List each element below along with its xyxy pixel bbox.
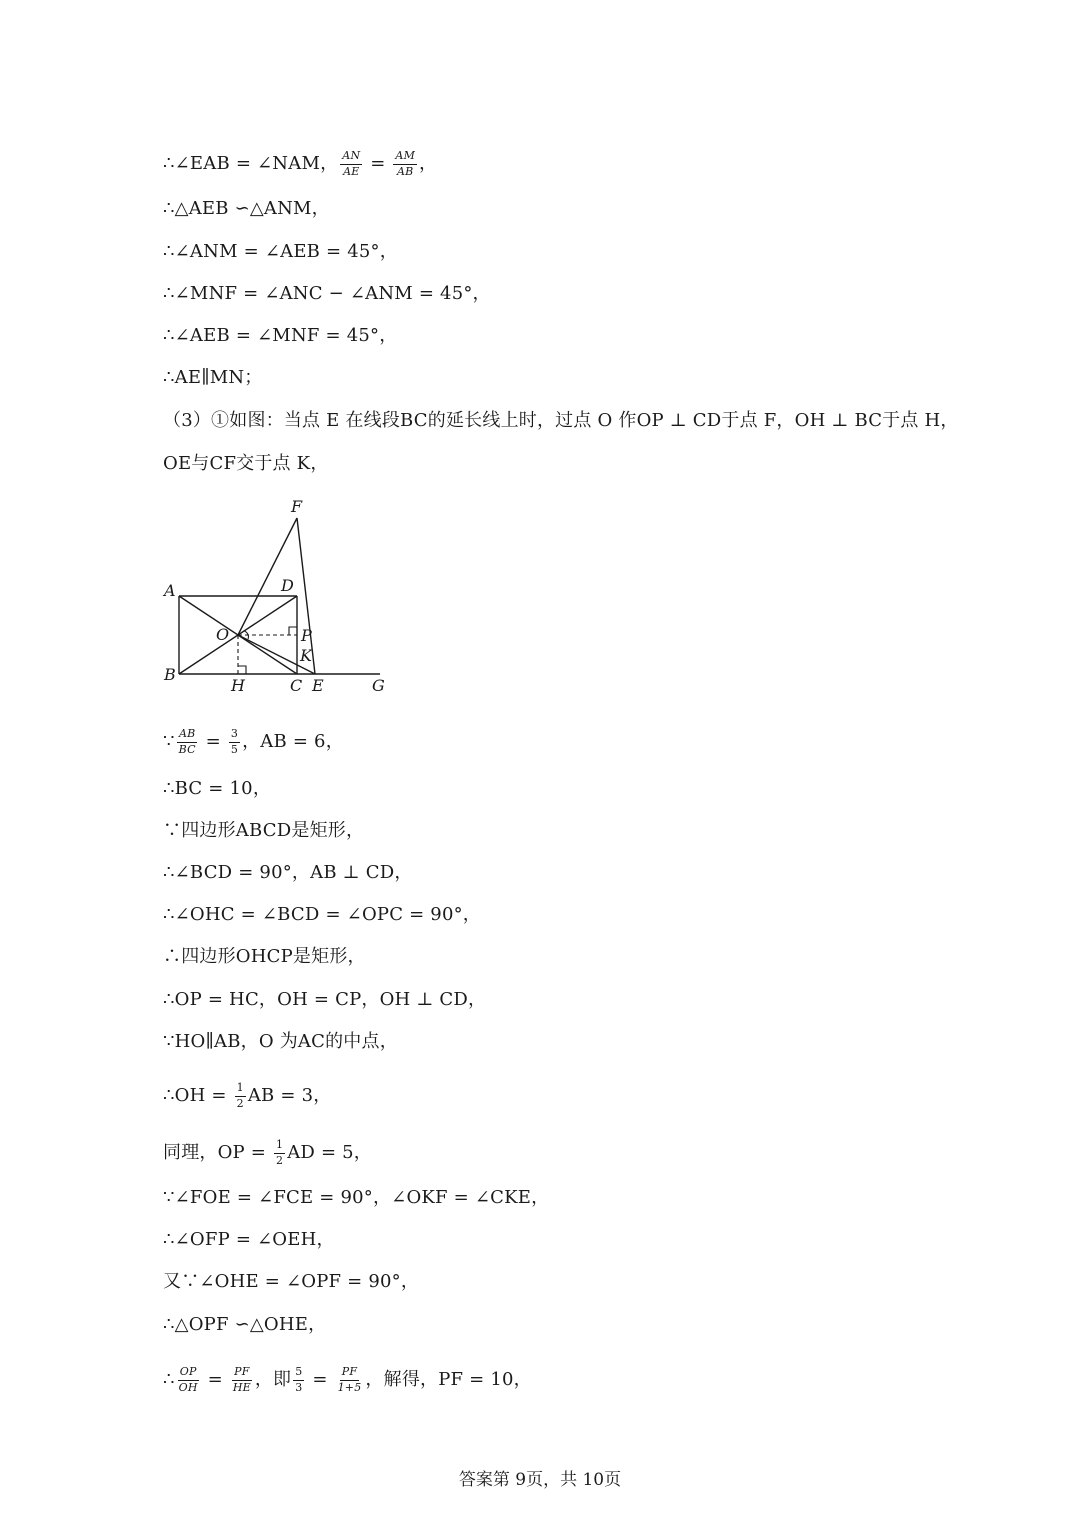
fraction bbox=[231, 1366, 253, 1394]
label-A: A bbox=[164, 581, 176, 600]
label-F: F bbox=[291, 497, 303, 516]
line-text: ∴AE∥MN； bbox=[163, 367, 263, 388]
solution-line bbox=[163, 1316, 326, 1334]
line-text: ，解得，PF = 10， bbox=[365, 1369, 532, 1391]
line-text: ∴∠ANM = ∠AEB = 45°， bbox=[163, 241, 398, 262]
solution-line bbox=[163, 412, 959, 430]
line-text: ， bbox=[419, 153, 438, 175]
solution-line bbox=[163, 1366, 532, 1394]
fraction bbox=[336, 1366, 364, 1394]
solution-line bbox=[163, 1082, 331, 1110]
fraction-denominator: OH bbox=[178, 1380, 198, 1394]
line-text: = bbox=[306, 1369, 334, 1391]
line-text: ∵HO∥AB，O 为AC的中点， bbox=[163, 1031, 398, 1052]
label-E: E bbox=[312, 676, 324, 695]
fraction bbox=[393, 150, 417, 178]
geometry-figure bbox=[150, 493, 410, 703]
solution-line bbox=[163, 780, 271, 798]
label-O: O bbox=[216, 625, 230, 644]
line-text: （3）①如图：当点 E 在线段BC的延长线上时，过点 O 作OP ⊥ CD于点 F，OH ⊥ BC于点 H， bbox=[163, 410, 959, 431]
fraction-numerator: 1 bbox=[235, 1082, 246, 1097]
line-text: ∴△AEB ∽△ANM， bbox=[163, 198, 330, 219]
fraction bbox=[229, 728, 240, 756]
page-footer: 答案第 9页，共 10页 bbox=[458, 1470, 622, 1490]
fraction-numerator: 5 bbox=[293, 1366, 304, 1381]
solution-line bbox=[163, 327, 397, 345]
line-text: ∴∠MNF = ∠ANC − ∠ANM = 45°， bbox=[163, 283, 491, 304]
label-B: B bbox=[164, 665, 176, 684]
right-angle-P bbox=[289, 627, 297, 635]
fraction bbox=[340, 150, 362, 178]
fraction-numerator: OP bbox=[178, 1366, 199, 1381]
line-text: ∴OH = bbox=[163, 1085, 233, 1107]
fraction-numerator: 1 bbox=[274, 1139, 285, 1154]
line-text: ∴BC = 10， bbox=[163, 778, 272, 799]
label-P: P bbox=[301, 626, 312, 645]
line-text: ∴四边形OHCP是矩形， bbox=[163, 946, 366, 967]
line-text: ∴∠BCD = 90°，AB ⊥ CD， bbox=[163, 862, 413, 883]
solution-line bbox=[163, 906, 481, 924]
solution-line bbox=[163, 200, 330, 218]
line-text: ∴△OPF ∽△OHE， bbox=[163, 1314, 327, 1335]
label-D: D bbox=[281, 576, 294, 595]
label-G: G bbox=[372, 676, 385, 695]
line-text: ∴∠AEB = ∠MNF = 45°， bbox=[163, 325, 398, 346]
fraction-denominator: 1+5 bbox=[337, 1380, 362, 1394]
solution-line bbox=[163, 1189, 549, 1207]
fraction-denominator: 2 bbox=[276, 1153, 284, 1167]
line-text: OE与CF交于点 K， bbox=[163, 453, 329, 474]
line-text: ∴∠OFP = ∠OEH， bbox=[163, 1229, 335, 1250]
fraction-numerator: PF bbox=[340, 1366, 359, 1381]
line-text: ∵四边形ABCD是矩形， bbox=[163, 820, 365, 841]
solution-line bbox=[163, 728, 344, 756]
solution-line bbox=[163, 1231, 335, 1249]
line-text: = bbox=[201, 1369, 229, 1391]
line-text: = bbox=[364, 153, 392, 175]
solution-line bbox=[163, 822, 364, 840]
fraction-denominator: AE bbox=[343, 164, 360, 178]
fraction bbox=[177, 1366, 200, 1394]
line-text: ∴∠EAB = ∠NAM， bbox=[163, 153, 339, 175]
fraction-numerator: 3 bbox=[229, 728, 240, 743]
solution-line bbox=[163, 1273, 419, 1291]
fraction-denominator: 3 bbox=[295, 1380, 303, 1394]
fraction bbox=[235, 1082, 246, 1110]
fraction-denominator: 5 bbox=[230, 742, 239, 756]
line-text: AB = 3， bbox=[247, 1085, 332, 1107]
label-H: H bbox=[231, 676, 245, 695]
solution-line bbox=[163, 369, 263, 387]
solution-line bbox=[163, 1033, 398, 1051]
solution-line bbox=[163, 991, 486, 1009]
solution-line bbox=[163, 285, 491, 303]
right-angle-H bbox=[238, 666, 246, 674]
fraction-denominator: BC bbox=[178, 742, 196, 756]
solution-line bbox=[163, 864, 413, 882]
line-text: ∴ bbox=[163, 1369, 175, 1391]
label-K: K bbox=[300, 646, 312, 665]
line-text: 同理，OP = bbox=[163, 1142, 272, 1164]
fraction bbox=[293, 1366, 304, 1394]
line-text: 又∵∠OHE = ∠OPF = 90°， bbox=[163, 1271, 420, 1292]
line-text: = bbox=[199, 731, 227, 753]
fraction bbox=[177, 728, 198, 756]
line-text: ∵ bbox=[163, 731, 175, 753]
line-text: ，AB = 6， bbox=[242, 731, 344, 753]
line-text: ∴∠OHC = ∠BCD = ∠OPC = 90°， bbox=[163, 904, 482, 925]
fraction-numerator: AN bbox=[340, 150, 362, 165]
line-text: ，即 bbox=[254, 1369, 292, 1391]
solution-line bbox=[163, 243, 398, 261]
label-C: C bbox=[290, 676, 303, 695]
solution-line bbox=[163, 455, 329, 473]
fraction-denominator: 2 bbox=[236, 1096, 244, 1110]
fraction-numerator: PF bbox=[232, 1366, 251, 1381]
solution-line bbox=[163, 948, 366, 966]
fraction-denominator: HE bbox=[232, 1380, 251, 1394]
fraction-numerator: AB bbox=[177, 728, 197, 743]
fraction-numerator: AM bbox=[393, 150, 417, 165]
fraction bbox=[274, 1139, 285, 1167]
line-text: ∵∠FOE = ∠FCE = 90°，∠OKF = ∠CKE， bbox=[163, 1187, 550, 1208]
solution-line bbox=[163, 1139, 372, 1167]
solution-line bbox=[163, 150, 437, 178]
line-text: ∴OP = HC，OH = CP，OH ⊥ CD， bbox=[163, 989, 487, 1010]
fraction-denominator: AB bbox=[397, 164, 414, 178]
line-text: AD = 5， bbox=[287, 1142, 373, 1164]
